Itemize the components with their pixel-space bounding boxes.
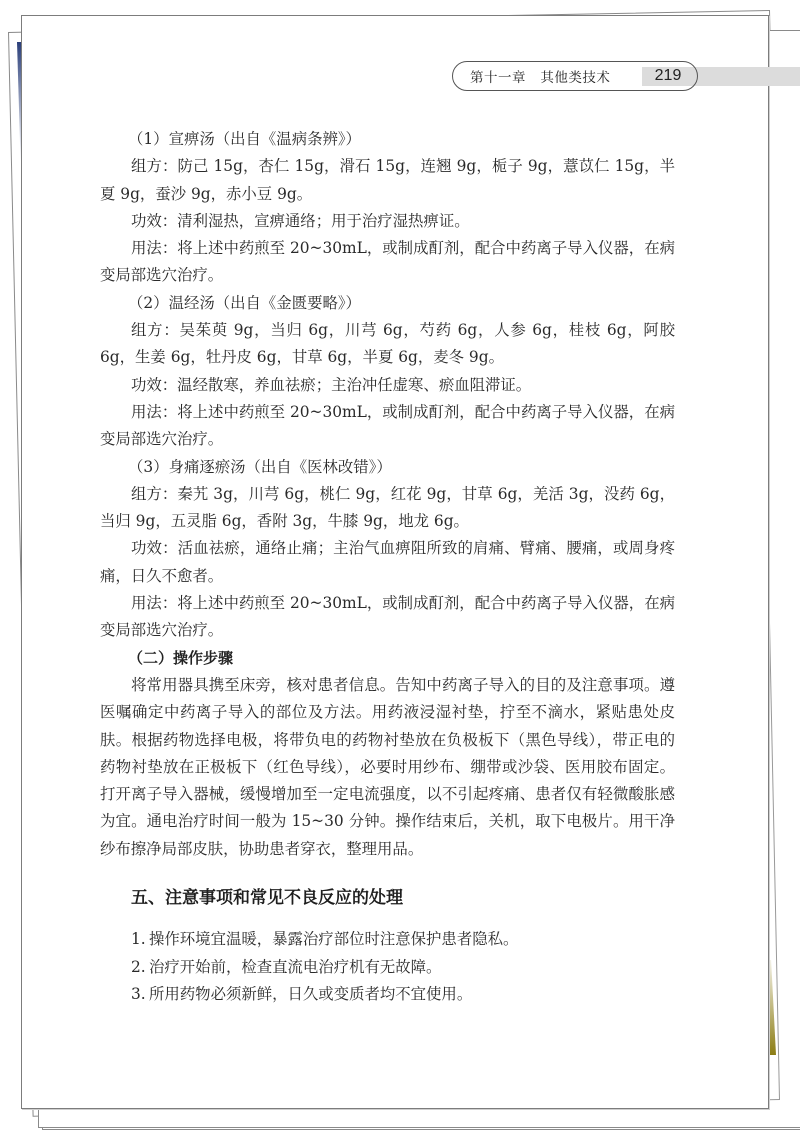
recipe-formula: 组方：防己 15g，杏仁 15g，滑石 15g，连翘 9g，栀子 9g，薏苡仁 15g，半夏 9g，蚕沙 9g，赤小豆 9g。	[100, 157, 675, 203]
list-text: 治疗开始前，检查直流电治疗机有无故障。	[149, 957, 442, 976]
precaution-item	[100, 981, 675, 1008]
recipe-efficacy: 功效：清利湿热，宣痹通络；用于治疗湿热痹证。	[131, 211, 470, 230]
recipe-formula: 组方：吴茱萸 9g，当归 6g，川芎 6g，芍药 6g，人参 6g，桂枝 6g，阿胶 6g，生姜 6g，牡丹皮 6g，甘草 6g，半夏 6g，麦冬 9g。	[100, 321, 675, 367]
running-header	[452, 59, 698, 92]
recipe-usage: 用法：将上述中药煎至 20~30mL，或制成酊剂，配合中药离子导入仪器，在病变局部选穴治疗。	[100, 239, 675, 285]
precautions-heading: 五、注意事项和常见不良反应的处理	[131, 888, 403, 909]
procedure-heading: （二）操作步骤	[128, 648, 234, 667]
list-number: 3.	[131, 984, 146, 1003]
recipe-efficacy: 功效：温经散寒，养血祛瘀；主治冲任虚寒、瘀血阻滞证。	[131, 375, 532, 394]
recipe-usage: 用法：将上述中药煎至 20~30mL，或制成酊剂，配合中药离子导入仪器，在病变局部选穴治疗。	[100, 402, 675, 449]
list-text: 操作环境宜温暖，暴露治疗部位时注意保护患者隐私。	[149, 930, 519, 949]
chapter-title: 第十一章 其他类技术	[470, 69, 611, 86]
recipe-usage: 用法：将上述中药煎至 20~30mL，或制成酊剂，配合中药离子导入仪器，在病变局部选穴治疗。	[100, 594, 675, 640]
recipe-title: （3）身痛逐瘀汤（出自《医林改错》）	[128, 457, 392, 476]
recipe-title: （2）温经汤（出自《金匮要略》）	[128, 293, 361, 312]
precaution-item	[100, 954, 675, 981]
recipe-efficacy: 功效：活血祛瘀，通络止痛；主治气血痹阻所致的肩痛、臂痛、腰痛，或周身疼痛，日久不愈者。	[100, 539, 675, 585]
page-content	[100, 126, 675, 1008]
list-number: 2.	[131, 957, 146, 976]
procedure-text: 将常用器具携至床旁，核对患者信息。告知中药离子导入的目的及注意事项。遵医嘱确定中药离子导入的部位及方法。用药液浸湿衬垫，拧至不滴水，紧贴患处皮肤。根据药物选择电极，将带负电的药物衬垫放在负极板下（黑色导线），带正电的药物衬垫放在正极板下（红色导线），必要时用纱布、绷带或沙袋、医用胶布固定。打开离子导入器械，缓慢增加至一定电流强度，以不引起疼痛、患者仅有轻微酸胀感为宜。通电治疗时间一般为 15~30 分钟。操作结束后，关机，取下电极片。用干净纱布擦净局部皮肤，协助患者穿衣，整理用品。	[100, 675, 675, 858]
page-number: 219	[654, 66, 682, 84]
recipe-title: （1）宣痹汤（出自《温病条辨》）	[128, 130, 361, 148]
list-number: 1.	[131, 930, 146, 949]
header-pill	[452, 61, 698, 91]
recipe-formula: 组方：秦艽 3g，川芎 6g，桃仁 9g，红花 9g，甘草 6g，羌活 3g，没药 6g，当归 9g，五灵脂 6g，香附 3g，牛膝 9g，地龙 6g。	[100, 484, 675, 531]
list-text: 所用药物必须新鲜，日久或变质者均不宜使用。	[149, 984, 473, 1003]
precaution-item	[100, 926, 675, 953]
